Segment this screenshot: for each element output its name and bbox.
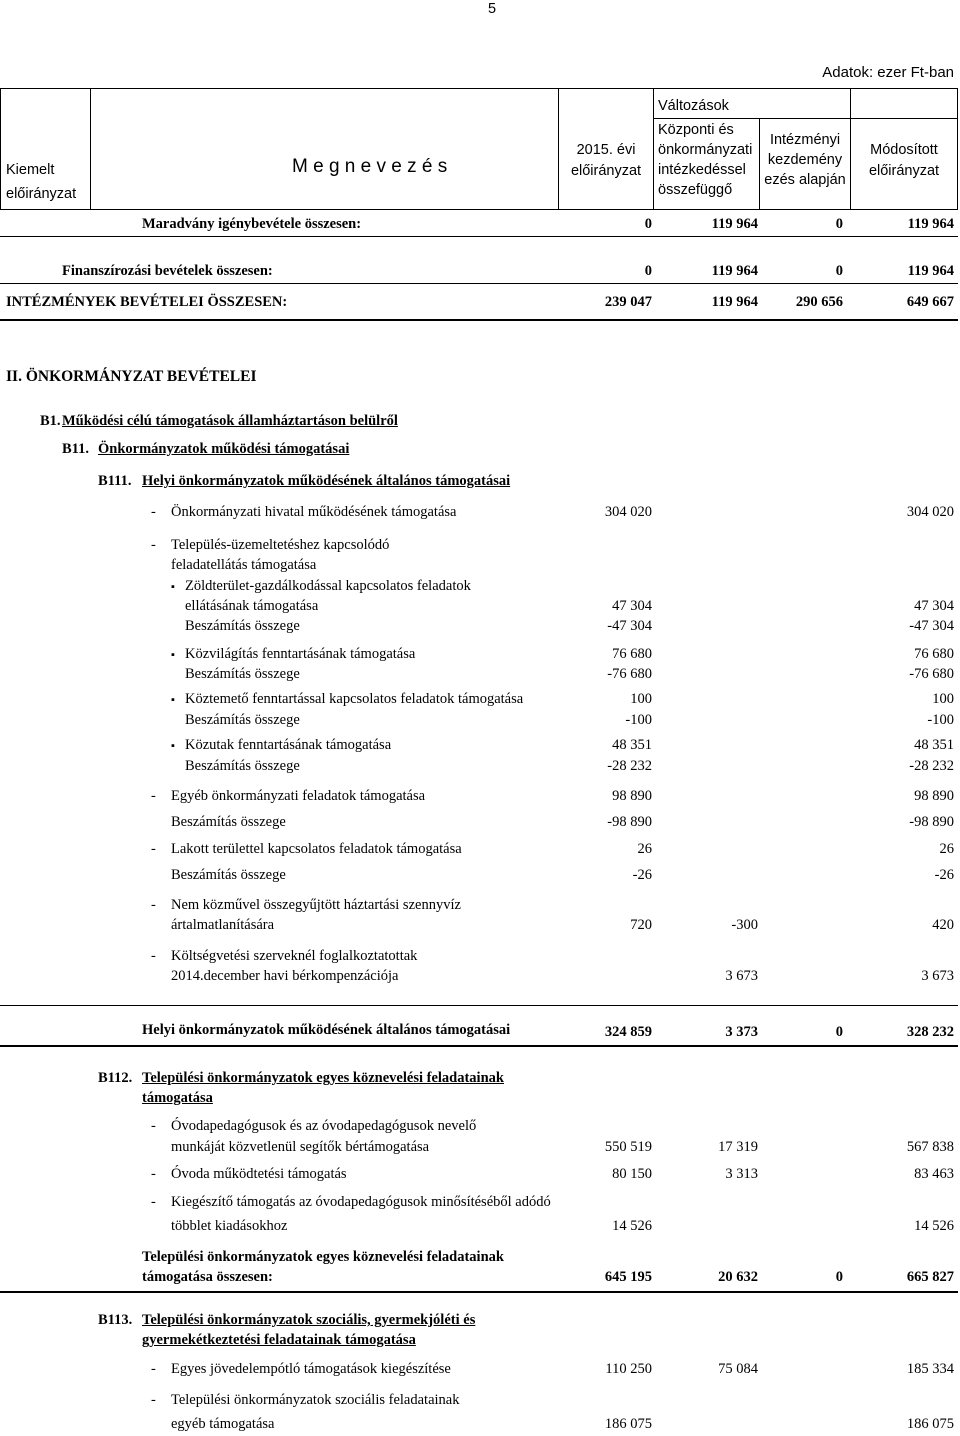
koztemeto-clip [185,690,553,708]
b111-total-modositott: 328 232 [906,1024,954,1040]
beszamitas-label: Beszámítás összege [185,758,300,774]
egyeb-beszamitas-modositott: -98 890 [909,814,954,830]
b1-code: B1. [40,413,61,429]
b113-title: Települési önkormányzatok szociális, gyermekjóléti és [142,1312,476,1328]
rule-thick [0,1291,958,1293]
units-note: Adatok: ezer Ft-ban [822,64,954,81]
kozvil-beszamitas-2015: -76 680 [607,666,652,682]
ovodapedagogus-label: Óvodapedagógusok és az óvodapedagógusok nevelő [171,1118,477,1134]
b112-total-label: Települési önkormányzatok egyes köznevelési feladatainak [142,1249,504,1265]
zold-modositott: 47 304 [914,598,954,614]
bullet: ▪ [171,649,175,661]
col-2015-header: 2015. évi [576,142,636,158]
b11-code: B11. [62,441,89,457]
dash: - [151,537,156,553]
lakott-label: Lakott területtel kapcsolatos feladatok támogatása [171,841,462,857]
zold-label: Zöldterület-gazdálkodással kapcsolatos feladatok [185,578,471,594]
telepules-label-2: feladatellátás támogatása [171,557,317,573]
ovoda-mukodtetes-label: Óvoda működtetési támogatás [171,1166,347,1182]
intezmenyek-intezmenyi: 290 656 [795,294,843,310]
ovodapedagogus-2015: 550 519 [604,1139,652,1155]
kiegeszito-label: Kiegészítő támogatás az óvodapedagógusok minősítéséből adódó [171,1194,551,1210]
b11-title: Önkormányzatok működési támogatásai [98,441,350,457]
szennyviz-kozponti: -300 [731,917,758,933]
koztemeto-beszamitas-modositott: -100 [927,712,954,728]
kozutak-label: Közutak fenntartásának támogatása [185,737,392,753]
intezmenyi-header: ezés alapján [764,172,846,188]
header-border [957,88,958,209]
kozvil-2015: 76 680 [612,646,652,662]
b112-total-label-2: támogatása összesen: [142,1269,273,1285]
finansz-kozponti: 119 964 [711,263,758,279]
dash: - [151,897,156,913]
header-top-rule [0,88,958,89]
beszamitas-label: Beszámítás összege [171,867,286,883]
intezmenyek-2015: 239 047 [604,294,652,310]
dash: - [151,504,156,520]
jovedelempotlo-2015: 110 250 [605,1361,652,1377]
hivatal-label: Önkormányzati hivatal működésének támogatása [171,504,457,520]
megnevezes-header: M e g n e v e z é s [292,156,448,177]
beszamitas-label: Beszámítás összege [171,814,286,830]
koztemeto-beszamitas-2015: -100 [625,712,652,728]
koztemeto-label: Köztemető fenntartással kapcsolatos feladatok támogatása [185,691,524,707]
dash: - [151,788,156,804]
intezmenyek-label: INTÉZMÉNYEK BEVÉTELEI ÖSSZESEN: [6,294,288,310]
zold-2015: 47 304 [612,598,652,614]
telepules-label: Település-üzemeltetéshez kapcsolódó [171,537,390,553]
jovedelempotlo-modositott: 185 334 [906,1361,954,1377]
modositott-header: Módosított [870,142,938,158]
header-border [653,88,654,209]
b112-title-2: támogatása [142,1090,213,1106]
berkomp-label-2: 2014.december havi bérkompenzációja [171,968,399,984]
dash: - [151,1361,156,1377]
ovodapedagogus-label-2: munkáját közvetlenül segítők bértámogatása [171,1139,430,1155]
b112-total-2015: 645 195 [604,1269,652,1285]
rule [0,283,958,284]
dash: - [151,841,156,857]
ovoda-mukodtetes-modositott: 83 463 [914,1166,954,1182]
b113-code: B113. [98,1312,133,1328]
finansz-label: Finanszírozási bevételek összesen: [62,263,273,279]
szennyviz-label-2: ártalmatlanítására [171,917,275,933]
b112-total-intezmenyi: 0 [835,1269,843,1285]
maradvany-modositott: 119 964 [907,216,954,232]
rule [0,236,958,237]
kozutak-beszamitas-2015: -28 232 [607,758,652,774]
dash: - [151,948,156,964]
valtozasok-header: Változások [658,98,729,114]
kozponti-header: önkormányzati [658,142,753,158]
finansz-modositott: 119 964 [907,263,954,279]
ovoda-mukodtetes-kozponti: 3 313 [725,1166,758,1182]
b111-total-clip [142,1021,558,1039]
egyeb-label: Egyéb önkormányzati feladatok támogatása [171,788,426,804]
koztemeto-modositott: 100 [932,691,954,707]
szocialis-label-2: egyéb támogatása [171,1416,275,1432]
b112-title: Települési önkormányzatok egyes köznevelési feladatainak [142,1070,504,1086]
kozponti-header: intézkedéssel [658,162,746,178]
intezmenyek-kozponti: 119 964 [711,294,758,310]
kozponti-header: Központi és [658,122,734,138]
maradvany-kozponti: 119 964 [711,216,758,232]
b111-code: B111. [98,473,132,489]
koztemeto-2015: 100 [630,691,652,707]
kiegeszito-label-2: többlet kiadásokhoz [171,1218,288,1234]
header-bottom-rule [0,209,958,210]
szocialis-2015: 186 075 [604,1416,652,1432]
b111-total-intezmenyi: 0 [835,1024,843,1040]
intezmenyek-modositott: 649 667 [906,294,954,310]
b112-total-modositott: 665 827 [906,1269,954,1285]
kozvil-beszamitas-modositott: -76 680 [909,666,954,682]
zold-beszamitas-2015: -47 304 [607,618,652,634]
szennyviz-modositott: 420 [932,917,954,933]
kozutak-beszamitas-modositott: -28 232 [909,758,954,774]
dash: - [151,1194,156,1210]
zold-label-2: ellátásának támogatása [185,598,319,614]
bullet: ▪ [171,694,175,706]
egyeb-modositott: 98 890 [914,788,954,804]
modositott-header: előirányzat [868,163,940,179]
hivatal-modositott: 304 020 [906,504,954,520]
ovodapedagogus-kozponti: 17 319 [718,1139,758,1155]
egyeb-beszamitas-2015: -98 890 [607,814,652,830]
rule-thick [0,1045,958,1047]
szennyviz-2015: 720 [630,917,652,933]
kiegeszito-modositott: 14 526 [914,1218,954,1234]
page-number: 5 [488,1,497,17]
maradvany-2015: 0 [644,216,652,232]
kiemelt-label-2: előirányzat [6,186,77,202]
maradvany-intezmenyi: 0 [835,216,843,232]
egyeb-2015: 98 890 [612,788,652,804]
section-ii-heading: II. ÖNKORMÁNYZAT BEVÉTELEI [6,368,257,385]
dash: - [151,1392,156,1408]
hivatal-2015: 304 020 [604,504,652,520]
b113-title-2: gyermekétkeztetési feladatainak támogatása [142,1332,416,1348]
lakott-beszamitas-modositott: -26 [934,867,954,883]
szocialis-label: Települési önkormányzatok szociális feladatainak [171,1392,460,1408]
kozvil-label: Közvilágítás fenntartásának támogatása [185,646,416,662]
ovodapedagogus-modositott: 567 838 [906,1139,954,1155]
berkomp-label: Költségvetési szerveknél foglalkoztatottak [171,948,418,964]
kiegeszito-2015: 14 526 [612,1218,652,1234]
lakott-beszamitas-2015: -26 [632,867,652,883]
lakott-modositott: 26 [939,841,954,857]
rule [0,1005,958,1006]
beszamitas-label: Beszámítás összege [185,666,300,682]
kozutak-modositott: 48 351 [914,737,954,753]
bullet: ▪ [171,581,175,593]
col-2015-header-2: előirányzat [570,163,642,179]
b111-total-kozponti: 3 373 [725,1024,758,1040]
berkomp-kozponti: 3 673 [725,968,758,984]
header-border [90,88,91,209]
finansz-2015: 0 [644,263,652,279]
header-border [558,88,559,209]
header-border [0,88,1,209]
maradvany-label: Maradvány igénybevétele összesen: [142,216,362,232]
b111-total-2015: 324 859 [604,1024,652,1040]
dash: - [151,1118,156,1134]
beszamitas-label: Beszámítás összege [185,618,300,634]
ovoda-mukodtetes-2015: 80 150 [612,1166,652,1182]
kozvil-modositott: 76 680 [914,646,954,662]
jovedelempotlo-kozponti: 75 084 [718,1361,758,1377]
dash: - [151,1166,156,1182]
b1-title: Működési célú támogatások államháztartáson belülről [62,413,398,429]
berkomp-modositott: 3 673 [921,968,954,984]
b112-code: B112. [98,1070,133,1086]
rule-thick [0,319,958,321]
finansz-intezmenyi: 0 [835,263,843,279]
szennyviz-label: Nem közművel összegyűjtött háztartási szennyvíz [171,897,461,913]
b112-total-kozponti: 20 632 [718,1269,758,1285]
valtozasok-rule [653,118,958,119]
lakott-2015: 26 [637,841,652,857]
beszamitas-label: Beszámítás összege [185,712,300,728]
zold-beszamitas-modositott: -47 304 [909,618,954,634]
b111-total-label: Helyi önkormányzatok működésének általános támogatásai [142,1022,511,1038]
kozponti-header: összefüggő [658,182,733,198]
szocialis-modositott: 186 075 [906,1416,954,1432]
intezmenyi-header: kezdemény [767,152,843,168]
intezmenyi-header: Intézményi [769,132,841,148]
bullet: ▪ [171,740,175,752]
kozutak-2015: 48 351 [612,737,652,753]
b111-title: Helyi önkormányzatok működésének általános támogatásai [142,473,511,489]
kiemelt-label: Kiemelt [6,162,55,178]
jovedelempotlo-label: Egyes jövedelempótló támogatások kiegészítése [171,1361,451,1377]
